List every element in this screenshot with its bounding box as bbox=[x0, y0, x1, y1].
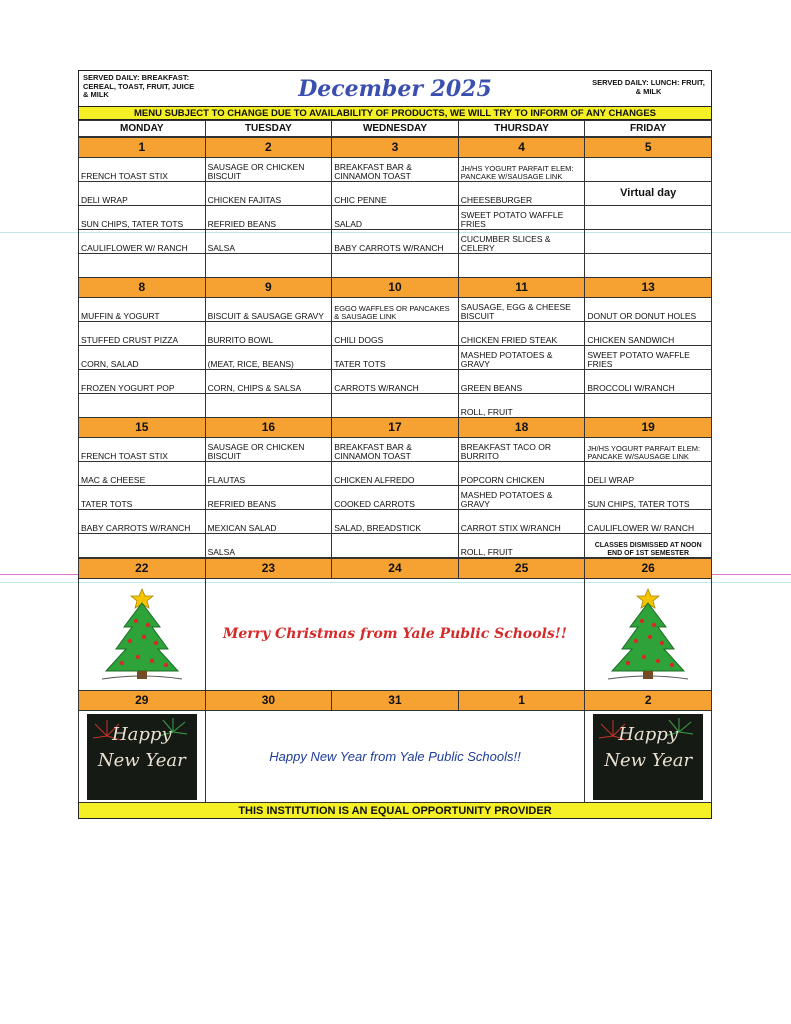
menu-item bbox=[205, 254, 332, 278]
card-new-year: New Year bbox=[97, 749, 186, 771]
menu-item: SALAD, BREADSTICK bbox=[332, 510, 459, 534]
date-cell: 31 bbox=[332, 691, 459, 711]
weekday-friday: FRIDAY bbox=[585, 121, 712, 137]
weekday-monday: MONDAY bbox=[79, 121, 206, 137]
date-cell: 30 bbox=[205, 691, 332, 711]
menu-item: CAULIFLOWER W/ RANCH bbox=[585, 510, 712, 534]
menu-item bbox=[585, 394, 712, 418]
card-new-year: New Year bbox=[604, 749, 693, 771]
date-cell: 2 bbox=[585, 691, 712, 711]
date-cell: 8 bbox=[79, 278, 206, 298]
date-cell: 13 bbox=[585, 278, 712, 298]
menu-item: DELI WRAP bbox=[585, 462, 712, 486]
new-year-card bbox=[593, 714, 703, 800]
menu-row bbox=[79, 370, 712, 394]
menu-item: CARROTS W/RANCH bbox=[332, 370, 459, 394]
menu-item: JH/HS YOGURT PARFAIT ELEM: PANCAKE W/SAUSAGE LINK bbox=[585, 438, 712, 462]
menu-item: CORN, CHIPS & SALSA bbox=[205, 370, 332, 394]
menu-item: TATER TOTS bbox=[79, 486, 206, 510]
menu-item: CHICKEN SANDWICH bbox=[585, 322, 712, 346]
date-cell: 24 bbox=[332, 559, 459, 579]
menu-item: BREAKFAST BAR & CINNAMON TOAST bbox=[332, 158, 459, 182]
menu-item bbox=[205, 394, 332, 418]
menu-item: SAUSAGE OR CHICKEN BISCUIT bbox=[205, 438, 332, 462]
menu-item: CHIC PENNE bbox=[332, 182, 459, 206]
equal-opportunity-footer: THIS INSTITUTION IS AN EQUAL OPPORTUNITY PROVIDER bbox=[78, 803, 712, 819]
menu-item: BREAKFAST BAR & CINNAMON TOAST bbox=[332, 438, 459, 462]
menu-item: STUFFED CRUST PIZZA bbox=[79, 322, 206, 346]
date-cell: 2 bbox=[205, 138, 332, 158]
change-notice: MENU SUBJECT TO CHANGE DUE TO AVAILABILITY OF PRODUCTS, WE WILL TRY TO INFORM OF ANY CHANGES bbox=[78, 106, 712, 120]
christmas-tree-right-cell bbox=[585, 579, 712, 691]
menu-item: SAUSAGE OR CHICKEN BISCUIT bbox=[205, 158, 332, 182]
menu-item: BABY CARROTS W/RANCH bbox=[332, 230, 459, 254]
menu-item: CHEESEBURGER bbox=[458, 182, 585, 206]
menu-item: REFRIED BEANS bbox=[205, 206, 332, 230]
menu-item: SUN CHIPS, TATER TOTS bbox=[79, 206, 206, 230]
weekday-header-row bbox=[79, 121, 712, 137]
menu-row bbox=[79, 254, 712, 278]
weekday-tuesday: TUESDAY bbox=[205, 121, 332, 137]
menu-item: BURRITO BOWL bbox=[205, 322, 332, 346]
menu-item bbox=[79, 534, 206, 558]
menu-item bbox=[332, 254, 459, 278]
menu-row bbox=[79, 510, 712, 534]
menu-item: BROCCOLI W/RANCH bbox=[585, 370, 712, 394]
menu-item: CHICKEN FRIED STEAK bbox=[458, 322, 585, 346]
christmas-row bbox=[79, 579, 712, 691]
date-row bbox=[79, 691, 712, 711]
christmas-tree-icon bbox=[92, 585, 192, 685]
menu-item bbox=[585, 230, 712, 254]
christmas-message-cell bbox=[205, 579, 585, 691]
date-cell: 26 bbox=[585, 559, 712, 579]
menu-item: MASHED POTATOES & GRAVY bbox=[458, 486, 585, 510]
menu-row bbox=[79, 394, 712, 418]
date-cell: 29 bbox=[79, 691, 206, 711]
card-happy: Happy bbox=[618, 723, 679, 745]
menu-item: EGGO WAFFLES OR PANCAKES & SAUSAGE LINK bbox=[332, 298, 459, 322]
date-cell: 15 bbox=[79, 418, 206, 438]
new-year-message-cell bbox=[205, 711, 585, 803]
date-cell: 11 bbox=[458, 278, 585, 298]
menu-item: FROZEN YOGURT POP bbox=[79, 370, 206, 394]
christmas-tree-left-cell bbox=[79, 579, 206, 691]
page-title: December 2025 bbox=[298, 76, 492, 102]
menu-item: MASHED POTATOES & GRAVY bbox=[458, 346, 585, 370]
date-cell: 23 bbox=[205, 559, 332, 579]
new-year-row bbox=[79, 711, 712, 803]
lunch-note: SERVED DAILY: LUNCH: FRUIT, & MILK bbox=[592, 78, 705, 96]
menu-item: BREAKFAST TACO OR BURRITO bbox=[458, 438, 585, 462]
menu-item: FRENCH TOAST STIX bbox=[79, 438, 206, 462]
menu-item: MAC & CHEESE bbox=[79, 462, 206, 486]
menu-row bbox=[79, 438, 712, 462]
date-row bbox=[79, 278, 712, 298]
menu-item: SALSA bbox=[205, 230, 332, 254]
christmas-message: Merry Christmas from Yale Public Schools!! bbox=[222, 626, 568, 642]
date-cell: 3 bbox=[332, 138, 459, 158]
menu-item: CAULIFLOWER W/ RANCH bbox=[79, 230, 206, 254]
date-cell: 16 bbox=[205, 418, 332, 438]
menu-item: BISCUIT & SAUSAGE GRAVY bbox=[205, 298, 332, 322]
date-cell: 1 bbox=[79, 138, 206, 158]
menu-item: MEXICAN SALAD bbox=[205, 510, 332, 534]
weekday-wednesday: WEDNESDAY bbox=[332, 121, 459, 137]
holiday-weeks bbox=[78, 558, 712, 803]
menu-item bbox=[585, 206, 712, 230]
date-cell: 4 bbox=[458, 138, 585, 158]
menu-item bbox=[79, 254, 206, 278]
new-year-card bbox=[87, 714, 197, 800]
menu-item bbox=[79, 394, 206, 418]
menu-item: JH/HS YOGURT PARFAIT ELEM: PANCAKE W/SAUSAGE LINK bbox=[458, 158, 585, 182]
menu-item: FRENCH TOAST STIX bbox=[79, 158, 206, 182]
menu-header bbox=[78, 70, 712, 106]
date-cell: 1 bbox=[458, 691, 585, 711]
new-year-message: Happy New Year from Yale Public Schools!! bbox=[269, 749, 521, 764]
menu-item bbox=[458, 254, 585, 278]
menu-item: CUCUMBER SLICES & CELERY bbox=[458, 230, 585, 254]
menu-row bbox=[79, 206, 712, 230]
date-cell: 10 bbox=[332, 278, 459, 298]
menu-sheet bbox=[78, 70, 712, 819]
menu-row bbox=[79, 462, 712, 486]
menu-item: DELI WRAP bbox=[79, 182, 206, 206]
new-year-card-left-cell bbox=[79, 711, 206, 803]
menu-row bbox=[79, 298, 712, 322]
date-row bbox=[79, 138, 712, 158]
menu-item: BABY CARROTS W/RANCH bbox=[79, 510, 206, 534]
date-cell: 18 bbox=[458, 418, 585, 438]
menu-item: GREEN BEANS bbox=[458, 370, 585, 394]
menu-item bbox=[585, 254, 712, 278]
menu-item: REFRIED BEANS bbox=[205, 486, 332, 510]
menu-item: FLAUTAS bbox=[205, 462, 332, 486]
menu-item: ROLL, FRUIT bbox=[458, 534, 585, 558]
menu-row bbox=[79, 346, 712, 370]
menu-item: DONUT OR DONUT HOLES bbox=[585, 298, 712, 322]
menu-item: COOKED CARROTS bbox=[332, 486, 459, 510]
menu-item: CHILI DOGS bbox=[332, 322, 459, 346]
menu-row bbox=[79, 230, 712, 254]
card-happy: Happy bbox=[111, 723, 172, 745]
date-row bbox=[79, 559, 712, 579]
date-cell: 19 bbox=[585, 418, 712, 438]
menu-row bbox=[79, 534, 712, 558]
menu-item: (MEAT, RICE, BEANS) bbox=[205, 346, 332, 370]
menu-item: MUFFIN & YOGURT bbox=[79, 298, 206, 322]
menu-item bbox=[332, 534, 459, 558]
menu-item: SUN CHIPS, TATER TOTS bbox=[585, 486, 712, 510]
menu-item: ROLL, FRUIT bbox=[458, 394, 585, 418]
date-cell: 25 bbox=[458, 559, 585, 579]
menu-row bbox=[79, 322, 712, 346]
menu-item bbox=[332, 394, 459, 418]
menu-row bbox=[79, 182, 712, 206]
menu-item: SALAD bbox=[332, 206, 459, 230]
christmas-tree-icon bbox=[598, 585, 698, 685]
date-cell: 22 bbox=[79, 559, 206, 579]
new-year-card-right-cell bbox=[585, 711, 712, 803]
menu-calendar bbox=[78, 120, 712, 137]
date-cell: 5 bbox=[585, 138, 712, 158]
menu-item: SWEET POTATO WAFFLE FRIES bbox=[585, 346, 712, 370]
menu-item: CHICKEN ALFREDO bbox=[332, 462, 459, 486]
date-cell: 17 bbox=[332, 418, 459, 438]
menu-row bbox=[79, 486, 712, 510]
menu-item: SWEET POTATO WAFFLE FRIES bbox=[458, 206, 585, 230]
menu-item: Virtual day bbox=[585, 182, 712, 206]
menu-item: SALSA bbox=[205, 534, 332, 558]
breakfast-note: SERVED DAILY: BREAKFAST: CEREAL, TOAST, FRUIT, JUICE & MILK bbox=[83, 73, 195, 99]
menu-item: SAUSAGE, EGG & CHEESE BISCUIT bbox=[458, 298, 585, 322]
weekday-thursday: THURSDAY bbox=[458, 121, 585, 137]
weekly-menus bbox=[78, 137, 712, 558]
date-row bbox=[79, 418, 712, 438]
menu-item: CLASSES DISMISSED AT NOON END OF 1ST SEMESTER bbox=[585, 534, 712, 558]
date-cell: 9 bbox=[205, 278, 332, 298]
menu-item bbox=[585, 158, 712, 182]
menu-item: CARROT STIX W/RANCH bbox=[458, 510, 585, 534]
menu-item: POPCORN CHICKEN bbox=[458, 462, 585, 486]
menu-row bbox=[79, 158, 712, 182]
menu-item: CHICKEN FAJITAS bbox=[205, 182, 332, 206]
menu-item: CORN, SALAD bbox=[79, 346, 206, 370]
menu-item: TATER TOTS bbox=[332, 346, 459, 370]
